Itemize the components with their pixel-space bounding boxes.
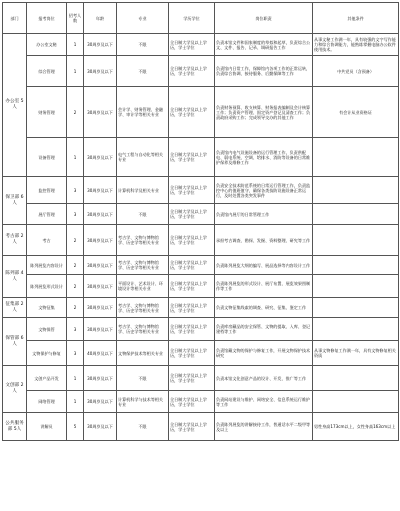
- duty-cell: 负责馆内日常工作，保障馆内各项工作的正常运转，负责综合协调、接待服务、后勤保障等工作: [215, 56, 313, 87]
- table-row: [3, 177, 399, 204]
- post-cell: 文物征集: [27, 298, 67, 318]
- age-cell: 30周岁及以下: [84, 56, 117, 87]
- edu-cell: 全日制大学及以上学历，学士学位: [169, 56, 215, 87]
- num-cell: 2: [67, 275, 84, 298]
- duty-cell: 负责馆藏文物的保护与修复工作，开展文物保护技术研究: [215, 341, 313, 366]
- duty-cell: 承担考古调查、勘探、发掘、资料整理、研究等工作: [215, 225, 313, 256]
- table-row: [3, 204, 399, 225]
- edu-cell: 全日制大学及以上学历，学士学位: [169, 366, 215, 391]
- num-cell: 1: [67, 138, 84, 177]
- table-row: [3, 34, 399, 56]
- age-cell: 30周岁及以下: [84, 275, 117, 298]
- major-cell: 考古学、文物与博物馆学、历史学等相关专业: [117, 318, 169, 341]
- header-post: 报考岗位: [27, 3, 67, 34]
- edu-cell: 全日制大学及以上学历，学士学位: [169, 177, 215, 204]
- post-cell: 陈列展览形式设计: [27, 275, 67, 298]
- num-cell: 5: [67, 413, 84, 441]
- dept-cell: 考古部 2人: [3, 225, 27, 256]
- major-cell: 电气工程与自动化等相关专业: [117, 138, 169, 177]
- edu-cell: 全日制大学及以上学历，学士学位: [169, 87, 215, 138]
- other-cell: 中共党员（含预备）: [313, 56, 399, 87]
- post-cell: 考古: [27, 225, 67, 256]
- other-cell: 男性身高173cm以上，女性身高163cm以上: [313, 413, 399, 441]
- edu-cell: 全日制大学及以上学历，学士学位: [169, 256, 215, 275]
- edu-cell: 全日制大学及以上学历，学士学位: [169, 225, 215, 256]
- age-cell: 30周岁及以下: [84, 413, 117, 441]
- age-cell: 30周岁及以下: [84, 366, 117, 391]
- post-cell: 网络管理: [27, 391, 67, 413]
- age-cell: 30周岁及以下: [84, 87, 117, 138]
- post-cell: 讲解员: [27, 413, 67, 441]
- other-cell: [313, 138, 399, 177]
- major-cell: 考古学、文物与博物馆学、历史学等相关专业: [117, 256, 169, 275]
- other-cell: 有会计从业资格证: [313, 87, 399, 138]
- edu-cell: 全日制大学及以上学历，学士学位: [169, 34, 215, 56]
- header-row: [3, 3, 399, 34]
- duty-cell: 负责库房藏品的安全保管、文物的提取、入库、登记建档等工作: [215, 318, 313, 341]
- age-cell: 30周岁及以下: [84, 298, 117, 318]
- post-cell: 展厅管理: [27, 204, 67, 225]
- dept-cell: 办公室 5人: [3, 34, 27, 177]
- header-age: 年龄: [84, 3, 117, 34]
- duty-cell: 负责陈列展览大纲的编写、展品选择等内容设计工作: [215, 256, 313, 275]
- header-dept: 部门: [3, 3, 27, 34]
- duty-cell: 负责安全技术防范系统的日常运行管理工作，负责监控中心的值班值守，确保各类技防设施设备正常运行，及时处置各类突发事件: [215, 177, 313, 204]
- other-cell: [313, 204, 399, 225]
- header-edu: 学历学位: [169, 3, 215, 34]
- post-cell: 设备管理: [27, 138, 67, 177]
- duty-cell: 负责馆内电气设施设备的运行管理工作，负责供配电、弱电系统、空调、给排水、消防等设备的日常维护保养及维修工作: [215, 138, 313, 177]
- table-row: [3, 413, 399, 441]
- num-cell: 3: [67, 318, 84, 341]
- other-cell: [313, 275, 399, 298]
- table-row: [3, 56, 399, 87]
- other-cell: [313, 318, 399, 341]
- num-cell: 1: [67, 391, 84, 413]
- major-cell: 会计学、财务管理、金融学、审计学等相关专业: [117, 87, 169, 138]
- age-cell: 40周岁及以下: [84, 341, 117, 366]
- dept-cell: 保卫部 6人: [3, 177, 27, 225]
- age-cell: 30周岁及以下: [84, 318, 117, 341]
- other-cell: [313, 256, 399, 275]
- post-cell: 陈列展览内容设计: [27, 256, 67, 275]
- post-cell: 综合管理: [27, 56, 67, 87]
- post-cell: 监控管理: [27, 177, 67, 204]
- duty-cell: 负责本馆文化创意产品的设计、开发、推广等工作: [215, 366, 313, 391]
- age-cell: 30周岁及以下: [84, 138, 117, 177]
- header-major: 专业: [117, 3, 169, 34]
- edu-cell: 全日制大学及以上学历，学士学位: [169, 138, 215, 177]
- recruitment-table: [2, 2, 399, 441]
- age-cell: 30周岁及以下: [84, 204, 117, 225]
- other-cell: [313, 177, 399, 204]
- dept-cell: 征集部 2人: [3, 298, 27, 318]
- header-other: 其他条件: [313, 3, 399, 34]
- edu-cell: 全日制大学及以上学历，学士学位: [169, 298, 215, 318]
- dept-cell: 公共服务部 5人: [3, 413, 27, 441]
- other-cell: [313, 225, 399, 256]
- major-cell: 文物保护技术等相关专业: [117, 341, 169, 366]
- num-cell: 1: [67, 56, 84, 87]
- table-row: [3, 275, 399, 298]
- num-cell: 2: [67, 298, 84, 318]
- age-cell: 30周岁及以下: [84, 256, 117, 275]
- num-cell: 1: [67, 366, 84, 391]
- table-row: [3, 318, 399, 341]
- other-cell: [313, 298, 399, 318]
- duty-cell: 负责网站建设与维护、网络安全、信息系统运行维护等工作: [215, 391, 313, 413]
- dept-cell: 文创部 2人: [3, 366, 27, 413]
- duty-cell: 负责财务预算、收支核算、财务报表编制及会计核算工作；负责资产管理、固定资产登记及清查工作；负责政府采购工作；完成领导交办的其他工作: [215, 87, 313, 138]
- num-cell: 3: [67, 341, 84, 366]
- header-duty: 岗位职责: [215, 3, 313, 34]
- duty-cell: 负责馆内展厅的日常管理工作: [215, 204, 313, 225]
- major-cell: 不限: [117, 413, 169, 441]
- age-cell: 30周岁及以下: [84, 34, 117, 56]
- edu-cell: 全日制大学及以上学历，学士学位: [169, 318, 215, 341]
- post-cell: 财务管理: [27, 87, 67, 138]
- recruitment-table-page: [0, 2, 400, 511]
- major-cell: 计算机科学与技术等相关专业: [117, 391, 169, 413]
- age-cell: 30周岁及以下: [84, 177, 117, 204]
- num-cell: 1: [67, 34, 84, 56]
- table-row: [3, 87, 399, 138]
- major-cell: 不限: [117, 366, 169, 391]
- post-cell: 办公室文秘: [27, 34, 67, 56]
- major-cell: 考古学、文物与博物馆学、历史学等相关专业: [117, 298, 169, 318]
- post-cell: 文物保护与修复: [27, 341, 67, 366]
- major-cell: 考古学、文物与博物馆学、历史学等相关专业: [117, 225, 169, 256]
- major-cell: 平面设计、艺术设计、环境设计等相关专业: [117, 275, 169, 298]
- table-row: [3, 256, 399, 275]
- age-cell: 30周岁及以下: [84, 225, 117, 256]
- num-cell: 2: [67, 87, 84, 138]
- num-cell: 3: [67, 204, 84, 225]
- edu-cell: 全日制大学及以上学历，学士学位: [169, 341, 215, 366]
- major-cell: 不限: [117, 56, 169, 87]
- other-cell: 从事文物修复工作满一年，具有文物修复相关资质: [313, 341, 399, 366]
- duty-cell: 负责陈列展览的讲解接待工作，普通话水平二级甲等及以上: [215, 413, 313, 441]
- dept-cell: 陈列部 4人: [3, 256, 27, 298]
- other-cell: [313, 366, 399, 391]
- major-cell: 计算机科学及相关专业: [117, 177, 169, 204]
- edu-cell: 全日制大学及以上学历，学士学位: [169, 204, 215, 225]
- age-cell: 30周岁及以下: [84, 391, 117, 413]
- post-cell: 文物保管: [27, 318, 67, 341]
- table-row: [3, 138, 399, 177]
- table-row: [3, 366, 399, 391]
- dept-cell: 保管部 6人: [3, 318, 27, 366]
- table-row: [3, 391, 399, 413]
- num-cell: 2: [67, 256, 84, 275]
- duty-cell: 负责本馆文件和国家制度的草拟和起草，负责综合公文、文件、报告、记录、调研报告工作: [215, 34, 313, 56]
- num-cell: 2: [67, 225, 84, 256]
- header-num: 招考人数: [67, 3, 84, 34]
- edu-cell: 全日制大学及以上学历，学士学位: [169, 413, 215, 441]
- post-cell: 文创产品开发: [27, 366, 67, 391]
- other-cell: 从事文秘工作满一年，具有较强的文字写作能力和综合协调能力，能熟练掌握电脑办公软件使用技术。: [313, 34, 399, 56]
- edu-cell: 全日制大学及以上学历，学士学位: [169, 275, 215, 298]
- other-cell: [313, 391, 399, 413]
- num-cell: 3: [67, 177, 84, 204]
- duty-cell: 负责文物征集线索的调查、研究、征集、鉴定工作: [215, 298, 313, 318]
- edu-cell: 全日制大学及以上学历，学士学位: [169, 391, 215, 413]
- duty-cell: 负责陈列展览的形式设计、展厅布置、展览效果图制作等工作: [215, 275, 313, 298]
- table-row: [3, 225, 399, 256]
- major-cell: 不限: [117, 204, 169, 225]
- major-cell: 不限: [117, 34, 169, 56]
- table-row: [3, 298, 399, 318]
- table-row: [3, 341, 399, 366]
